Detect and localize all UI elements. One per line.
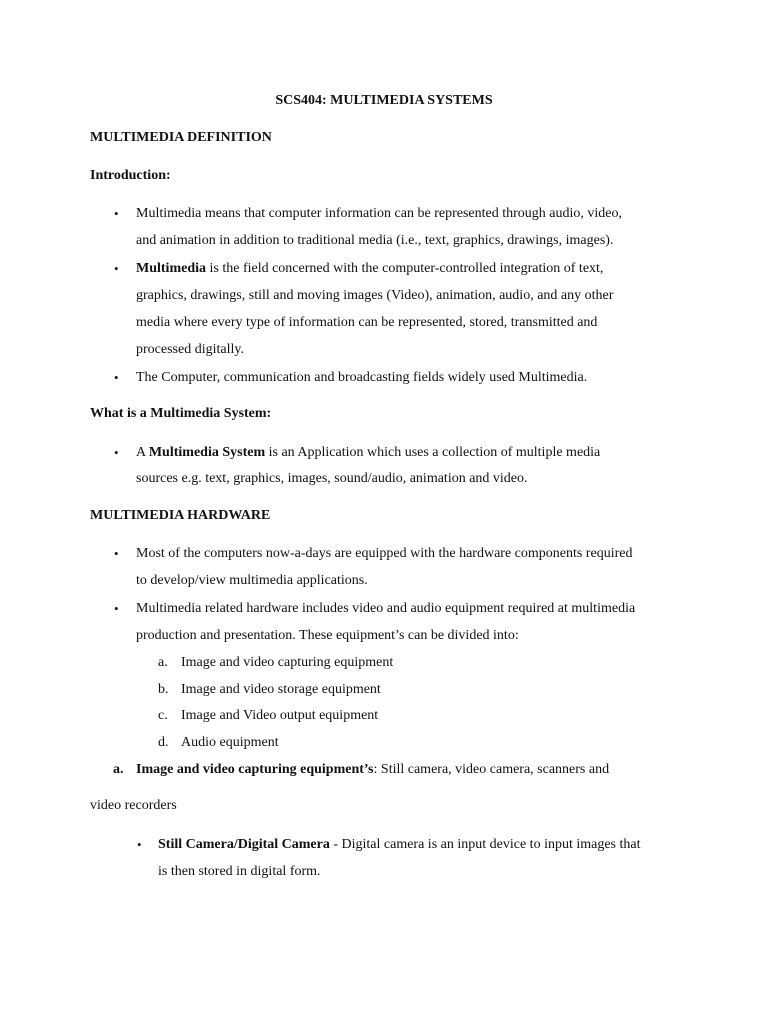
bullet-symbol: • — [137, 837, 142, 852]
hardware-bullet2-line2: production and presentation. These equipment’s can be divided into: — [136, 628, 519, 643]
bullet-symbol: • — [114, 601, 119, 616]
intro-bullet2-line3: media where every type of information can be represented, stored, transmitted and — [136, 315, 598, 330]
intro-bullet2-line1 — [136, 260, 603, 278]
bullet-symbol: • — [114, 546, 119, 561]
what-is-bullet1-line1 — [136, 444, 600, 462]
hardware-bullet1-line2: to develop/view multimedia applications. — [136, 573, 368, 588]
bold-term-capturing-equipment: Image and video capturing equipment’s — [136, 762, 374, 777]
bullet-symbol: • — [114, 370, 119, 385]
camera-bullet-line1-rest: - Digital camera is an input device to input images that — [329, 837, 641, 852]
hardware-bullet2-line1: Multimedia related hardware includes video and audio equipment required at multimedia — [136, 601, 636, 616]
sublist-item: Image and Video output equipment — [181, 708, 379, 723]
intro-bullet1-line2: and animation in addition to traditional media (i.e., text, graphics, drawings, images). — [136, 233, 614, 248]
item-a-line1 — [136, 761, 609, 779]
what-is-prefix: A — [136, 445, 149, 460]
sublist-marker: c. — [158, 708, 168, 723]
section-heading-multimedia-definition: MULTIMEDIA DEFINITION — [90, 130, 272, 145]
bullet-symbol: • — [114, 445, 119, 460]
intro-bullet1-line1: Multimedia means that computer information can be represented through audio, video, — [136, 206, 622, 221]
what-is-bullet1-line1-rest: is an Application which uses a collection of multiple media — [265, 445, 601, 460]
intro-bullet2-line4: processed digitally. — [136, 342, 244, 357]
document-title: SCS404: MULTIMEDIA SYSTEMS — [275, 93, 493, 108]
sublist-item: Audio equipment — [181, 735, 279, 750]
section-heading-multimedia-hardware: MULTIMEDIA HARDWARE — [90, 508, 271, 523]
bold-term-multimedia: Multimedia — [136, 261, 206, 276]
bullet-symbol: • — [114, 261, 119, 276]
what-is-heading: What is a Multimedia System: — [90, 406, 272, 421]
bullet-symbol: • — [114, 206, 119, 221]
sublist-marker: a. — [158, 655, 168, 670]
hardware-bullet1-line1: Most of the computers now-a-days are equipped with the hardware components required — [136, 546, 633, 561]
camera-bullet-line2: is then stored in digital form. — [158, 864, 321, 879]
item-a-line1-rest: : Still camera, video camera, scanners and — [373, 762, 610, 777]
item-a-marker: a. — [113, 762, 124, 777]
bold-term-still-camera: Still Camera/Digital Camera — [158, 837, 330, 852]
intro-bullet2-line2: graphics, drawings, still and moving images (Video), animation, audio, and any other — [136, 288, 614, 303]
introduction-heading: Introduction: — [90, 168, 171, 183]
camera-bullet-line1 — [158, 836, 641, 854]
item-a-line2: video recorders — [90, 798, 177, 813]
bold-term-multimedia-system: Multimedia System — [148, 445, 266, 460]
intro-bullet3-line1: The Computer, communication and broadcasting fields widely used Multimedia. — [136, 370, 588, 385]
sublist-marker: b. — [158, 682, 169, 697]
sublist-item: Image and video storage equipment — [181, 682, 381, 697]
what-is-bullet1-line2: sources e.g. text, graphics, images, sound/audio, animation and video. — [136, 471, 528, 486]
sublist-item: Image and video capturing equipment — [181, 655, 394, 670]
sublist-marker: d. — [158, 735, 169, 750]
intro-bullet2-line1-rest: is the field concerned with the computer-controlled integration of text, — [206, 261, 604, 276]
